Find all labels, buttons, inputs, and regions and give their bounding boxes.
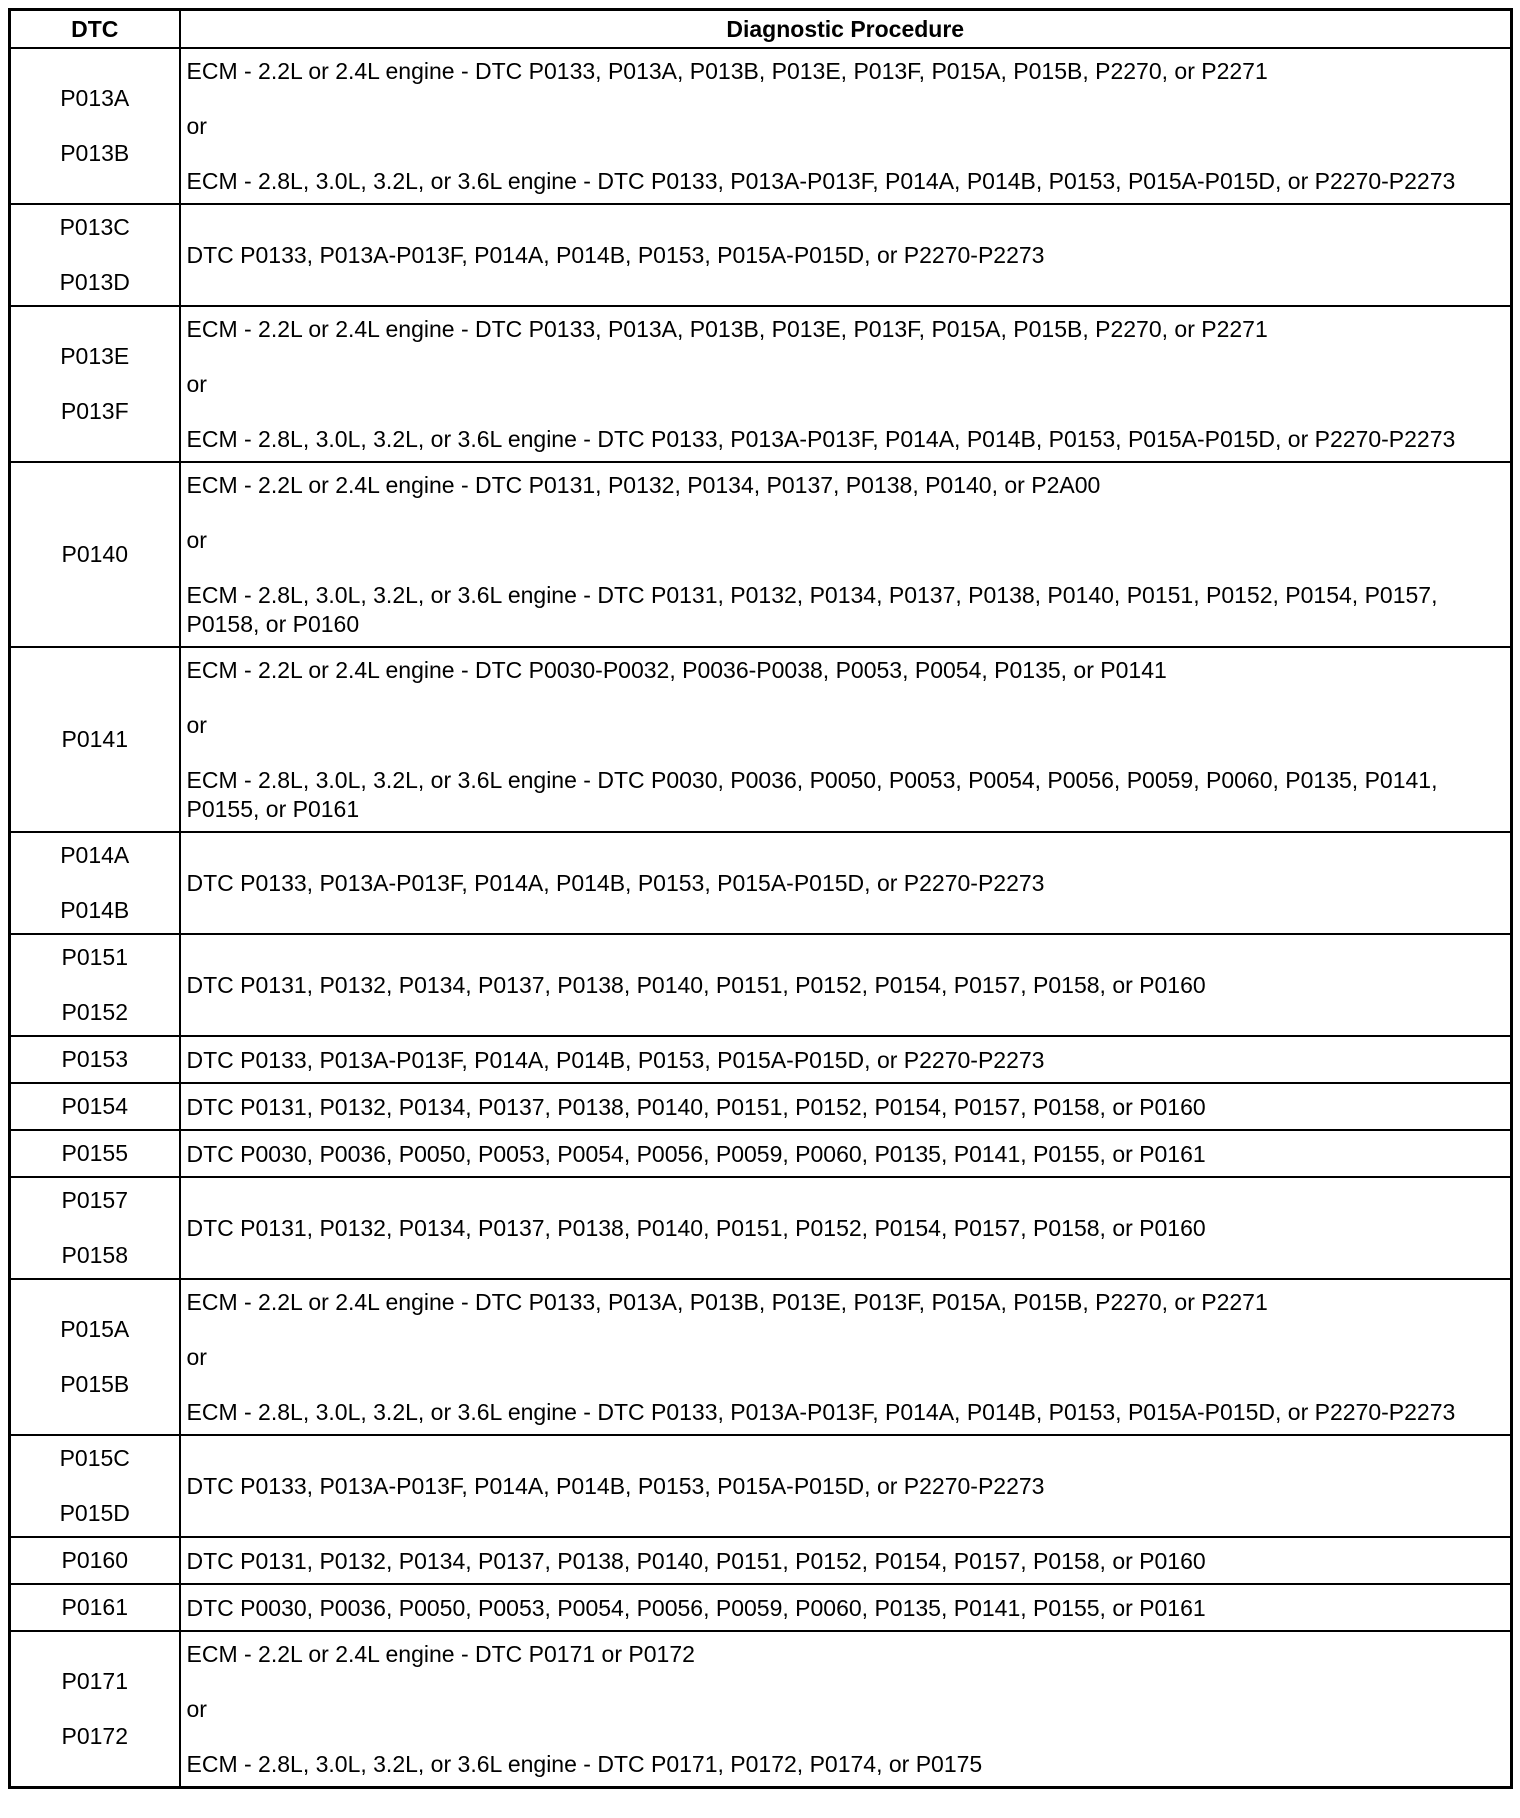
procedure-text: DTC P0133, P013A-P013F, P014A, P014B, P0153, P015A-P015D, or P2270-P2273 xyxy=(186,1046,1045,1073)
procedure-text: ECM - 2.2L or 2.4L engine - DTC P0131, P0132, P0134, P0137, P0138, P0140, or P2A00 xyxy=(186,472,1101,498)
procedure-text: ECM - 2.8L, 3.0L, 3.2L, or 3.6L engine - DTC P0133, P013A-P013F, P014A, P014B, P0153, P015A-P015D, or P2270-P2273 xyxy=(186,426,1456,452)
procedure-text: ECM - 2.2L or 2.4L engine - DTC P0133, P013A, P013B, P013E, P013F, P015A, P015B, P2270, or P2271 xyxy=(186,316,1268,342)
procedure-text: DTC P0030, P0036, P0050, P0053, P0054, P0056, P0059, P0060, P0135, P0141, P0155, or P0161 xyxy=(186,1594,1206,1621)
table-row xyxy=(10,1083,1512,1130)
dtc-code: P013E xyxy=(60,343,130,369)
dtc-code: P015A xyxy=(60,1316,130,1342)
dtc-code: P013A xyxy=(60,85,130,111)
dtc-code-cell xyxy=(10,1177,180,1279)
procedure-text: DTC P0133, P013A-P013F, P014A, P014B, P0153, P015A-P015D, or P2270-P2273 xyxy=(186,242,1045,268)
table-row xyxy=(10,1435,1512,1537)
procedure-cell xyxy=(180,832,1512,934)
procedure-text: DTC P0133, P013A-P013F, P014A, P014B, P0153, P015A-P015D, or P2270-P2273 xyxy=(186,1473,1045,1499)
procedure-cell xyxy=(180,647,1512,832)
dtc-column-header: DTC xyxy=(10,10,180,49)
procedure-text: ECM - 2.8L, 3.0L, 3.2L, or 3.6L engine - DTC P0133, P013A-P013F, P014A, P014B, P0153, P015A-P015D, or P2270-P2273 xyxy=(186,168,1456,194)
dtc-code-cell xyxy=(10,1584,180,1631)
procedure-cell xyxy=(180,462,1512,647)
dtc-code: P0161 xyxy=(61,1594,128,1620)
dtc-code-cell xyxy=(10,1631,180,1788)
procedure-cell xyxy=(180,1537,1512,1584)
procedure-text: DTC P0131, P0132, P0134, P0137, P0138, P0140, P0151, P0152, P0154, P0157, P0158, or P0160 xyxy=(186,1215,1206,1241)
procedure-cell xyxy=(180,1584,1512,1631)
table-row xyxy=(10,204,1512,306)
dtc-code: P0158 xyxy=(61,1242,128,1268)
procedure-cell xyxy=(180,934,1512,1036)
dtc-code-cell xyxy=(10,1083,180,1130)
procedure-or-separator: or xyxy=(186,1344,207,1370)
procedure-cell xyxy=(180,1435,1512,1537)
dtc-code-cell xyxy=(10,204,180,306)
dtc-code-cell xyxy=(10,462,180,647)
dtc-code: P013B xyxy=(60,140,130,166)
table-row xyxy=(10,1631,1512,1788)
dtc-code: P015D xyxy=(59,1500,130,1526)
procedure-cell xyxy=(180,204,1512,306)
procedure-text: ECM - 2.2L or 2.4L engine - DTC P0171 or P0172 xyxy=(186,1641,695,1667)
dtc-code-cell xyxy=(10,48,180,204)
dtc-code: P0141 xyxy=(61,726,128,752)
dtc-code: P015C xyxy=(59,1445,130,1471)
table-row xyxy=(10,1584,1512,1631)
procedure-text: ECM - 2.2L or 2.4L engine - DTC P0133, P013A, P013B, P013E, P013F, P015A, P015B, P2270, or P2271 xyxy=(186,1289,1268,1315)
dtc-code-cell xyxy=(10,647,180,832)
dtc-code: P0152 xyxy=(61,999,128,1025)
dtc-code: P0157 xyxy=(61,1187,128,1213)
dtc-code-cell xyxy=(10,1435,180,1537)
dtc-code-cell xyxy=(10,832,180,934)
dtc-code: P0172 xyxy=(61,1723,128,1749)
dtc-code-cell xyxy=(10,1130,180,1177)
procedure-cell xyxy=(180,1083,1512,1130)
procedure-text: ECM - 2.2L or 2.4L engine - DTC P0030-P0032, P0036-P0038, P0053, P0054, P0135, or P0141 xyxy=(186,657,1167,683)
table-row xyxy=(10,934,1512,1036)
dtc-code: P0140 xyxy=(61,541,128,567)
table-row xyxy=(10,1177,1512,1279)
procedure-or-separator: or xyxy=(186,1696,207,1722)
dtc-procedure-table xyxy=(8,8,1513,1789)
procedure-cell xyxy=(180,1279,1512,1435)
procedure-or-separator: or xyxy=(186,371,207,397)
dtc-code: P015B xyxy=(60,1371,130,1397)
table-body xyxy=(10,48,1512,1788)
procedure-text: DTC P0030, P0036, P0050, P0053, P0054, P0056, P0059, P0060, P0135, P0141, P0155, or P0161 xyxy=(186,1140,1206,1167)
procedure-text: ECM - 2.2L or 2.4L engine - DTC P0133, P013A, P013B, P013E, P013F, P015A, P015B, P2270, or P2271 xyxy=(186,58,1268,84)
document-page xyxy=(8,8,1510,1789)
dtc-code-cell xyxy=(10,1279,180,1435)
procedure-or-separator: or xyxy=(186,712,207,738)
dtc-code: P013F xyxy=(60,398,129,424)
table-row xyxy=(10,647,1512,832)
procedure-text: ECM - 2.8L, 3.0L, 3.2L, or 3.6L engine - DTC P0131, P0132, P0134, P0137, P0138, P0140, P0151, P0152, P0154, P0157, P0158, or P0160 xyxy=(186,582,1438,637)
procedure-cell xyxy=(180,1631,1512,1788)
procedure-cell xyxy=(180,306,1512,462)
table-row xyxy=(10,1130,1512,1177)
procedure-text: ECM - 2.8L, 3.0L, 3.2L, or 3.6L engine - DTC P0030, P0036, P0050, P0053, P0054, P0056, P0059, P0060, P0135, P0141, P0155, or P0161 xyxy=(186,767,1438,822)
table-row xyxy=(10,462,1512,647)
procedure-text: DTC P0131, P0132, P0134, P0137, P0138, P0140, P0151, P0152, P0154, P0157, P0158, or P0160 xyxy=(186,1093,1206,1120)
procedure-text: DTC P0131, P0132, P0134, P0137, P0138, P0140, P0151, P0152, P0154, P0157, P0158, or P0160 xyxy=(186,1547,1206,1574)
procedure-text: ECM - 2.8L, 3.0L, 3.2L, or 3.6L engine - DTC P0171, P0172, P0174, or P0175 xyxy=(186,1751,983,1777)
dtc-code: P0171 xyxy=(61,1668,128,1694)
dtc-code-cell xyxy=(10,1036,180,1083)
table-row xyxy=(10,48,1512,204)
procedure-cell xyxy=(180,1130,1512,1177)
dtc-code: P0151 xyxy=(61,944,128,970)
dtc-code: P013C xyxy=(59,214,130,240)
dtc-code: P014B xyxy=(60,897,130,923)
table-row xyxy=(10,306,1512,462)
table-row xyxy=(10,832,1512,934)
dtc-code: P0153 xyxy=(61,1046,128,1072)
dtc-code: P0155 xyxy=(61,1140,128,1166)
procedure-cell xyxy=(180,48,1512,204)
procedure-text: DTC P0131, P0132, P0134, P0137, P0138, P0140, P0151, P0152, P0154, P0157, P0158, or P0160 xyxy=(186,972,1206,998)
dtc-code-cell xyxy=(10,306,180,462)
table-row xyxy=(10,1036,1512,1083)
dtc-code-cell xyxy=(10,1537,180,1584)
procedure-cell xyxy=(180,1177,1512,1279)
table-row xyxy=(10,1537,1512,1584)
dtc-code: P013D xyxy=(59,269,130,295)
dtc-code: P0154 xyxy=(61,1093,128,1119)
procedure-text: DTC P0133, P013A-P013F, P014A, P014B, P0153, P015A-P015D, or P2270-P2273 xyxy=(186,870,1045,896)
procedure-column-header: Diagnostic Procedure xyxy=(180,10,1512,49)
table-row xyxy=(10,1279,1512,1435)
dtc-code: P0160 xyxy=(61,1547,128,1573)
dtc-code: P014A xyxy=(60,842,130,868)
procedure-text: ECM - 2.8L, 3.0L, 3.2L, or 3.6L engine - DTC P0133, P013A-P013F, P014A, P014B, P0153, P015A-P015D, or P2270-P2273 xyxy=(186,1399,1456,1425)
procedure-or-separator: or xyxy=(186,113,207,139)
table-header-row xyxy=(10,10,1512,49)
procedure-cell xyxy=(180,1036,1512,1083)
procedure-or-separator: or xyxy=(186,527,207,553)
dtc-code-cell xyxy=(10,934,180,1036)
